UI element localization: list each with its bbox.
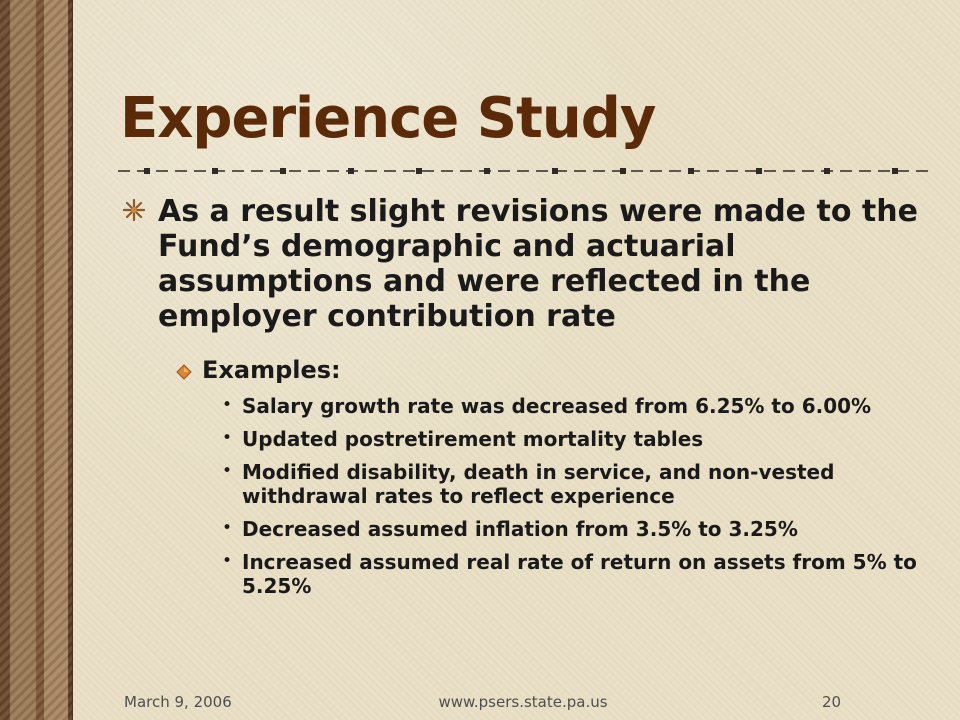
divider-dot xyxy=(620,168,626,174)
divider-dot xyxy=(892,168,898,174)
examples-heading-text: Examples: xyxy=(202,356,341,384)
divider-dot xyxy=(348,168,354,174)
list-item xyxy=(120,460,930,508)
footer-page-number: 20 xyxy=(822,693,842,711)
footer-date: March 9, 2006 xyxy=(124,693,232,711)
list-item-text: Increased assumed real rate of return on assets from 5% to 5.25% xyxy=(242,550,917,598)
list-item xyxy=(120,394,930,418)
round-bullet-icon: • xyxy=(222,395,233,415)
slide-footer xyxy=(0,693,960,713)
footer-url: www.psers.state.pa.us xyxy=(438,693,608,711)
list-item-text: Decreased assumed inflation from 3.5% to 3.25% xyxy=(242,517,798,541)
examples-list xyxy=(120,394,930,598)
round-bullet-icon: • xyxy=(222,461,233,481)
orange-diamond-bullet-icon xyxy=(176,364,192,380)
round-bullet-icon: • xyxy=(222,551,233,571)
round-bullet-icon: • xyxy=(222,428,233,448)
slide-title: Experience Study xyxy=(120,86,656,151)
divider-dot xyxy=(484,168,490,174)
divider-dot xyxy=(756,168,762,174)
divider-dot xyxy=(280,168,286,174)
dashed-divider xyxy=(118,166,928,176)
list-item-text: Updated postretirement mortality tables xyxy=(242,427,704,451)
starburst-bullet-icon xyxy=(122,198,146,222)
examples-heading xyxy=(120,356,930,384)
divider-dot xyxy=(212,168,218,174)
round-bullet-icon: • xyxy=(222,518,233,538)
divider-dot xyxy=(824,168,830,174)
slide-body xyxy=(120,194,930,607)
decorative-side-strip xyxy=(0,0,73,720)
divider-dot xyxy=(552,168,558,174)
list-item xyxy=(120,517,930,541)
divider-dot xyxy=(144,168,150,174)
main-point-text: As a result slight revisions were made to the Fund’s demographic and actuarial assumptions and were reflected in the employer contribution rate xyxy=(158,194,918,334)
divider-dot xyxy=(688,168,694,174)
list-item-text: Salary growth rate was decreased from 6.25% to 6.00% xyxy=(242,394,872,418)
list-item-text: Modified disability, death in service, and non-vested withdrawal rates to reflect experience xyxy=(242,460,835,508)
list-item xyxy=(120,550,930,598)
divider-dot xyxy=(416,168,422,174)
list-item xyxy=(120,427,930,451)
main-point xyxy=(120,194,930,334)
